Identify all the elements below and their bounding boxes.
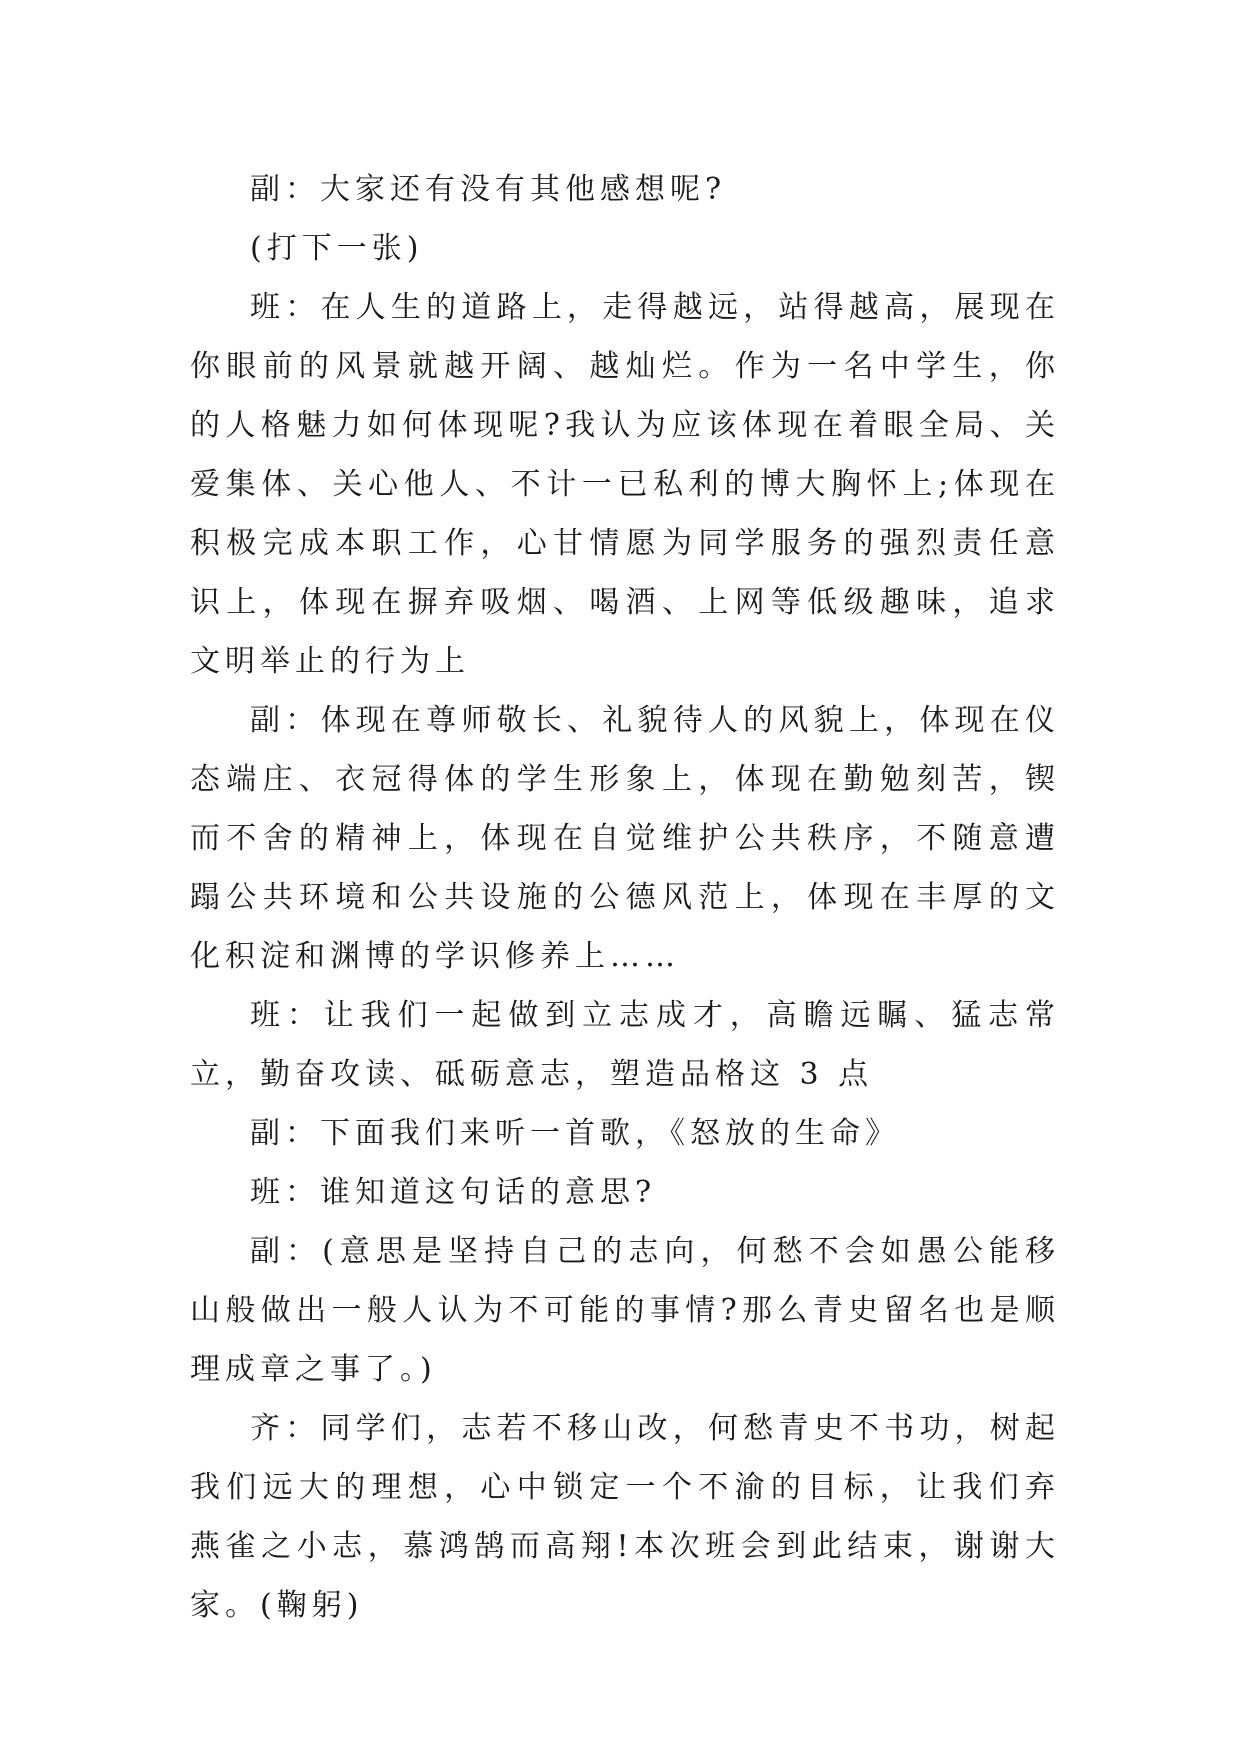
paragraph-vice-song: 副：下面我们来听一首歌，《怒放的生命》: [250, 1116, 900, 1151]
paragraph-monitor-personality: 班：在人生的道路上，走得越远，站得越高，展现在你眼前的风景就越开阔、越灿烂。作为一名中学生，你的人格魅力如何体现呢?我认为应该体现在着眼全局、关爱集体、关心他人、不计一已私利的博大胸怀上;体现在积极完成本职工作，心甘情愿为同学服务的强烈责任意识上，体现在摒弃吸烟、喝酒、上网等低级趣味，追求文明举止的行为上: [190, 290, 1060, 679]
paragraph-vice-meaning: 副：(意思是坚持自己的志向，何愁不会如愚公能移山般做出一般人认为不可能的事情?那么青史留名也是顺理成章之事了。): [190, 1234, 1060, 1387]
paragraph-all-closing: 齐：同学们，志若不移山改，何愁青史不书功，树起我们远大的理想，心中锁定一个不渝的目标，让我们弃燕雀之小志，慕鸿鹄而高翔!本次班会到此结束，谢谢大家。(鞠躬): [190, 1411, 1060, 1623]
paragraph-vice-question: 副：大家还有没有其他感想呢?: [250, 172, 727, 207]
document-body: [190, 160, 1060, 1635]
paragraph-monitor-question: 班：谁知道这句话的意思?: [250, 1175, 657, 1210]
paragraph-stage-direction: (打下一张): [250, 231, 424, 266]
paragraph-vice-manners: 副：体现在尊师敬长、礼貌待人的风貌上，体现在仪态端庄、衣冠得体的学生形象上，体现在勤勉刻苦，锲而不舍的精神上，体现在自觉维护公共秩序，不随意遭蹋公共环境和公共设施的公德风范上，体现在丰厚的文化积淀和渊博的学识修养上……: [190, 703, 1060, 974]
paragraph-monitor-goals: 班：让我们一起做到立志成才，高瞻远瞩、猛志常立，勤奋攻读、砥砺意志，塑造品格这 3 点: [190, 998, 1060, 1092]
